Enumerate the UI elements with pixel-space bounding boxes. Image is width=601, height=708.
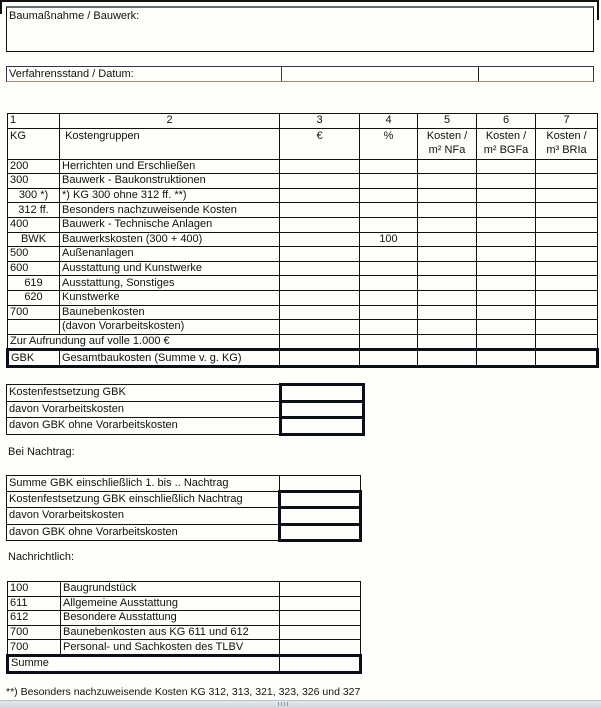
nachrichtlich-value[interactable]	[280, 611, 361, 626]
aufrundung-nfa[interactable]	[418, 334, 477, 350]
cost-group-kg: 700	[8, 305, 60, 320]
cost-group-name: Außenanlagen	[60, 247, 280, 262]
nachrichtlich-kg: 612	[8, 611, 61, 626]
kostenfestsetzung-row	[7, 385, 364, 402]
aufrundung-brla[interactable]	[536, 334, 598, 350]
cost-group-bgfa[interactable]	[477, 261, 536, 276]
baumassnahme-field[interactable]	[6, 6, 594, 52]
cost-group-brla[interactable]	[536, 159, 598, 174]
cost-group-euro[interactable]	[280, 290, 360, 305]
cost-group-kg: 620	[8, 290, 60, 305]
cost-group-kg: 300 *)	[8, 188, 60, 203]
cost-group-nfa[interactable]	[418, 276, 477, 291]
col-number-6: 6	[477, 114, 536, 129]
verfahrensstand-label: Verfahrensstand / Datum:	[7, 67, 282, 81]
cost-group-row	[8, 261, 598, 276]
cost-group-bgfa[interactable]	[477, 188, 536, 203]
cost-group-bgfa[interactable]	[477, 276, 536, 291]
cost-group-percent[interactable]	[360, 276, 418, 291]
cost-group-name: Kunstwerke	[60, 290, 280, 305]
cost-group-nfa[interactable]	[418, 247, 477, 262]
cost-group-kg: 619	[8, 276, 60, 291]
cost-group-name: Bauwerkskosten (300 + 400)	[60, 232, 280, 247]
nachtrag-label: Summe GBK einschließlich 1. bis .. Nachtrag	[7, 476, 280, 492]
cost-group-brla[interactable]	[536, 217, 598, 232]
cost-table	[6, 113, 599, 368]
cost-group-percent[interactable]	[360, 261, 418, 276]
kostenfestsetzung-label: davon Vorarbeitskosten	[7, 401, 281, 418]
gbk-row	[8, 350, 598, 367]
col-number-2: 2	[60, 114, 280, 129]
window-frame-left	[0, 0, 2, 14]
cost-group-nfa[interactable]	[418, 261, 477, 276]
cost-group-nfa[interactable]	[418, 305, 477, 320]
nachrichtlich-row	[8, 596, 361, 611]
cost-group-row	[8, 232, 598, 247]
cost-group-name: Ausstattung und Kunstwerke	[60, 261, 280, 276]
cost-group-brla[interactable]	[536, 320, 598, 335]
nachtrag-row	[7, 491, 361, 508]
verfahrensstand-value-cell[interactable]	[282, 67, 479, 81]
nachtrag-row	[7, 508, 361, 525]
cost-group-name: Bauwerk - Baukonstruktionen	[60, 174, 280, 189]
cost-group-percent[interactable]	[360, 188, 418, 203]
cost-group-name: Ausstattung, Sonstiges	[60, 276, 280, 291]
gbk-kg: GBK	[8, 350, 60, 367]
nachrichtlich-kg: 611	[8, 596, 61, 611]
col-number-3: 3	[280, 114, 360, 129]
col-number-5: 5	[418, 114, 477, 129]
cost-group-row	[8, 217, 598, 232]
nachtrag-label: Kostenfestsetzung GBK einschließlich Nachtrag	[7, 491, 280, 508]
header-kosten-brla: Kosten / m³ BRIa	[536, 128, 598, 159]
nachrichtlich-kg: 700	[8, 640, 61, 656]
nachrichtlich-row	[8, 582, 361, 597]
cost-group-name: *) KG 300 ohne 312 ff. **)	[60, 188, 280, 203]
nachtrag-label: davon GBK ohne Vorarbeitskosten	[7, 524, 280, 541]
cost-group-percent[interactable]	[360, 159, 418, 174]
cost-group-bgfa[interactable]	[477, 290, 536, 305]
col-number-7: 7	[536, 114, 598, 129]
header-euro: €	[280, 128, 360, 159]
cost-group-kg: 600	[8, 261, 60, 276]
gbk-brla[interactable]	[536, 350, 598, 367]
nachrichtlich-title: Nachrichtlich:	[8, 551, 75, 563]
cost-group-brla[interactable]	[536, 276, 598, 291]
gbk-nfa[interactable]	[418, 350, 477, 367]
cost-group-percent[interactable]: 100	[360, 232, 418, 247]
kostenfestsetzung-row	[7, 418, 364, 435]
cost-group-euro[interactable]	[280, 247, 360, 262]
cost-group-brla[interactable]	[536, 232, 598, 247]
nachrichtlich-name: Besondere Ausstattung	[61, 611, 280, 626]
nachtrag-value[interactable]	[280, 508, 361, 525]
header-kostengruppen: Kostengruppen	[60, 128, 280, 159]
nachtrag-value[interactable]	[280, 491, 361, 508]
kostenfestsetzung-table	[6, 383, 365, 436]
cost-group-nfa[interactable]	[418, 174, 477, 189]
cost-group-nfa[interactable]	[418, 188, 477, 203]
cost-group-nfa[interactable]	[418, 290, 477, 305]
nachrichtlich-kg: 700	[8, 625, 61, 640]
aufrundung-row	[8, 334, 598, 350]
cost-group-name: (davon Vorarbeitskosten)	[60, 320, 280, 335]
cost-group-kg: 312 ff.	[8, 203, 60, 218]
nachtrag-value[interactable]	[280, 476, 361, 492]
col-number-4: 4	[360, 114, 418, 129]
cost-group-row	[8, 159, 598, 174]
kostenfestsetzung-label: Kostenfestsetzung GBK	[7, 385, 281, 402]
cost-group-brla[interactable]	[536, 305, 598, 320]
aufrundung-bgfa[interactable]	[477, 334, 536, 350]
cost-group-kg: 200	[8, 159, 60, 174]
cost-group-euro[interactable]	[280, 320, 360, 335]
cost-group-bgfa[interactable]	[477, 217, 536, 232]
nachrichtlich-value[interactable]	[280, 640, 361, 656]
nachtrag-label: davon Vorarbeitskosten	[7, 508, 280, 525]
cost-group-row	[8, 320, 598, 335]
nachtrag-value[interactable]	[280, 524, 361, 541]
summe-label: Summe	[8, 655, 280, 672]
cost-group-row	[8, 188, 598, 203]
cost-group-euro[interactable]	[280, 174, 360, 189]
kostenfestsetzung-value[interactable]	[281, 385, 364, 402]
cost-group-euro[interactable]	[280, 232, 360, 247]
baumassnahme-label: Baumaßnahme / Bauwerk:	[9, 10, 140, 22]
cost-group-kg	[8, 320, 60, 335]
cost-group-percent[interactable]	[360, 247, 418, 262]
cost-group-bgfa[interactable]	[477, 232, 536, 247]
cost-group-bgfa[interactable]	[477, 320, 536, 335]
cost-group-percent[interactable]	[360, 174, 418, 189]
cost-group-brla[interactable]	[536, 261, 598, 276]
cost-group-name: Bauwerk - Technische Anlagen	[60, 217, 280, 232]
nachrichtlich-table	[6, 581, 362, 674]
cost-group-row	[8, 305, 598, 320]
cost-group-euro[interactable]	[280, 276, 360, 291]
cost-group-euro[interactable]	[280, 305, 360, 320]
gbk-percent[interactable]	[360, 350, 418, 367]
gbk-bgfa[interactable]	[477, 350, 536, 367]
window-frame-right	[597, 0, 599, 20]
cost-group-percent[interactable]	[360, 203, 418, 218]
summe-row	[8, 655, 361, 672]
cost-group-kg: 400	[8, 217, 60, 232]
cost-group-name: Baunebenkosten	[60, 305, 280, 320]
gbk-name: Gesamtbaukosten (Summe v. g. KG)	[60, 350, 280, 367]
cost-group-name: Herrichten und Erschließen	[60, 159, 280, 174]
kostenfestsetzung-value[interactable]	[281, 401, 364, 418]
cost-group-euro[interactable]	[280, 188, 360, 203]
nachtrag-row	[7, 524, 361, 541]
cost-group-nfa[interactable]	[418, 217, 477, 232]
nachrichtlich-name: Baugrundstück	[61, 582, 280, 597]
gbk-euro[interactable]	[280, 350, 360, 367]
cost-group-brla[interactable]	[536, 203, 598, 218]
cost-group-euro[interactable]	[280, 261, 360, 276]
cost-group-nfa[interactable]	[418, 203, 477, 218]
aufrundung-euro[interactable]	[280, 334, 360, 350]
cost-group-percent[interactable]	[360, 217, 418, 232]
summe-value[interactable]	[280, 655, 361, 672]
cost-group-nfa[interactable]	[418, 232, 477, 247]
cost-group-percent[interactable]	[360, 320, 418, 335]
cost-group-row	[8, 290, 598, 305]
verfahrensstand-row	[6, 66, 594, 82]
nachrichtlich-name: Baunebenkosten aus KG 611 und 612	[61, 625, 280, 640]
nachrichtlich-row	[8, 640, 361, 656]
cost-group-brla[interactable]	[536, 174, 598, 189]
nachrichtlich-value[interactable]	[280, 625, 361, 640]
cost-group-brla[interactable]	[536, 290, 598, 305]
aufrundung-label: Zur Aufrundung auf volle 1.000 €	[8, 334, 280, 350]
col-number-1: 1	[8, 114, 60, 129]
cost-group-row	[8, 247, 598, 262]
nachrichtlich-row	[8, 625, 361, 640]
header-kosten-nfa: Kosten / m² NFa	[418, 128, 477, 159]
cost-group-brla[interactable]	[536, 247, 598, 262]
column-header-row	[8, 128, 598, 159]
cost-group-percent[interactable]	[360, 290, 418, 305]
nachtrag-table	[6, 475, 362, 542]
header-kosten-bgfa: Kosten / m² BGFa	[477, 128, 536, 159]
cost-group-row	[8, 276, 598, 291]
cost-group-row	[8, 174, 598, 189]
cost-group-nfa[interactable]	[418, 159, 477, 174]
cost-group-bgfa[interactable]	[477, 159, 536, 174]
nachrichtlich-name: Personal- und Sachkosten des TLBV	[61, 640, 280, 656]
datum-value-cell[interactable]	[479, 67, 593, 81]
cost-group-bgfa[interactable]	[477, 203, 536, 218]
nachtrag-title: Bei Nachtrag:	[8, 446, 75, 458]
nachrichtlich-name: Allgemeine Ausstattung	[61, 596, 280, 611]
cost-group-row	[8, 203, 598, 218]
cost-group-bgfa[interactable]	[477, 174, 536, 189]
cost-group-bgfa[interactable]	[477, 247, 536, 262]
nachrichtlich-row	[8, 611, 361, 626]
cost-group-brla[interactable]	[536, 188, 598, 203]
aufrundung-percent[interactable]	[360, 334, 418, 350]
kostenfestsetzung-label: davon GBK ohne Vorarbeitskosten	[7, 418, 281, 435]
nachrichtlich-value[interactable]	[280, 596, 361, 611]
kostenfestsetzung-value[interactable]	[281, 418, 364, 435]
nachrichtlich-kg: 100	[8, 582, 61, 597]
cost-group-nfa[interactable]	[418, 320, 477, 335]
column-number-row	[8, 114, 598, 129]
kostenfestsetzung-row	[7, 401, 364, 418]
scrollbar-grip-icon[interactable]	[278, 702, 288, 706]
cost-group-percent[interactable]	[360, 305, 418, 320]
window-frame-top	[0, 0, 597, 2]
cost-group-euro[interactable]	[280, 159, 360, 174]
cost-group-bgfa[interactable]	[477, 305, 536, 320]
cost-group-kg: 500	[8, 247, 60, 262]
footnote: **) Besonders nachzuweisende Kosten KG 312, 313, 321, 323, 326 und 327	[6, 686, 361, 698]
cost-group-euro[interactable]	[280, 217, 360, 232]
nachrichtlich-value[interactable]	[280, 582, 361, 597]
header-kg: KG	[8, 128, 60, 159]
cost-group-kg: BWK	[8, 232, 60, 247]
header-percent: %	[360, 128, 418, 159]
cost-group-euro[interactable]	[280, 203, 360, 218]
cost-group-name: Besonders nachzuweisende Kosten	[60, 203, 280, 218]
nachtrag-row	[7, 476, 361, 492]
cost-group-kg: 300	[8, 174, 60, 189]
